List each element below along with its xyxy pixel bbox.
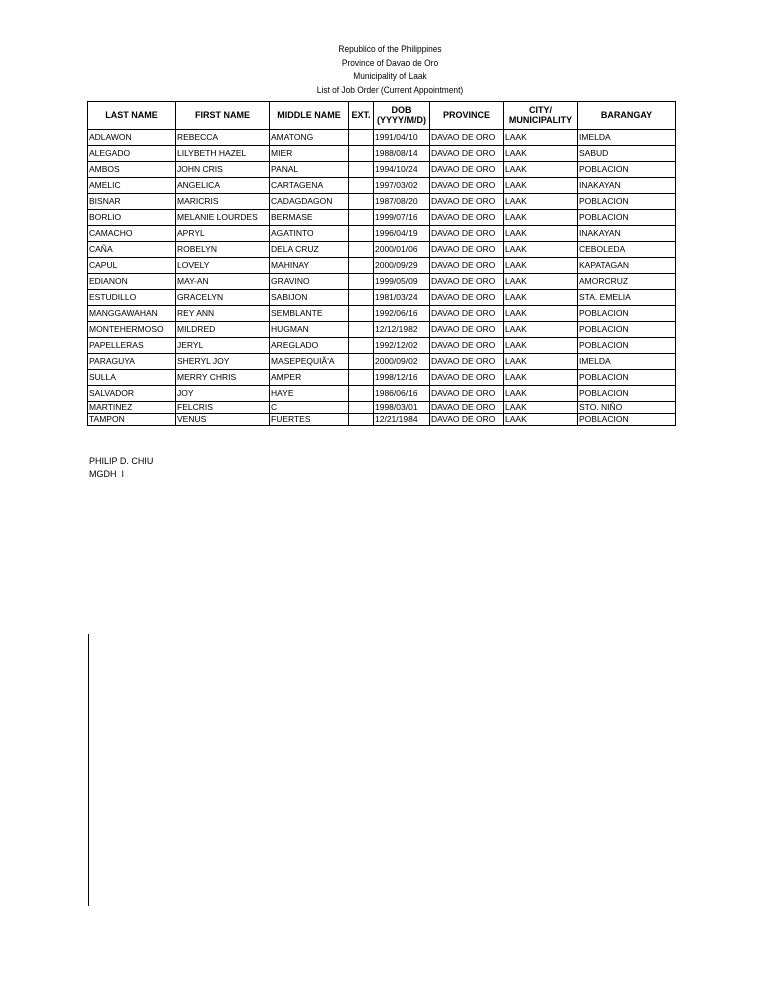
cell-first-name: JERYL [176, 338, 270, 354]
cell-first-name: REBECCA [176, 130, 270, 146]
cell-city: LAAK [504, 338, 578, 354]
cell-province: DAVAO DE ORO [430, 322, 504, 338]
cell-ext [349, 338, 374, 354]
cell-first-name: LOVELY [176, 258, 270, 274]
cell-dob: 12/21/1984 [374, 414, 430, 426]
cell-ext [349, 402, 374, 414]
cell-city: LAAK [504, 162, 578, 178]
table-row [88, 354, 676, 370]
cell-city: LAAK [504, 290, 578, 306]
cell-last-name: SALVADOR [88, 386, 176, 402]
cell-city: LAAK [504, 226, 578, 242]
cell-dob: 12/12/1982 [374, 322, 430, 338]
cell-city: LAAK [504, 414, 578, 426]
cell-city: LAAK [504, 146, 578, 162]
cell-city: LAAK [504, 306, 578, 322]
cell-dob: 1992/12/02 [374, 338, 430, 354]
cell-city: LAAK [504, 322, 578, 338]
cell-barangay: POBLACION [578, 386, 676, 402]
cell-first-name: JOHN CRIS [176, 162, 270, 178]
cell-first-name: MILDRED [176, 322, 270, 338]
cell-ext [349, 194, 374, 210]
page-margin-line [88, 634, 89, 906]
cell-last-name: ADLAWON [88, 130, 176, 146]
cell-middle-name: MAHINAY [270, 258, 349, 274]
cell-ext [349, 290, 374, 306]
cell-province: DAVAO DE ORO [430, 414, 504, 426]
cell-province: DAVAO DE ORO [430, 338, 504, 354]
cell-last-name: MANGGAWAHAN [88, 306, 176, 322]
table-row [88, 306, 676, 322]
cell-city: LAAK [504, 386, 578, 402]
table-row [88, 338, 676, 354]
cell-province: DAVAO DE ORO [430, 354, 504, 370]
cell-first-name: SHERYL JOY [176, 354, 270, 370]
cell-province: DAVAO DE ORO [430, 290, 504, 306]
cell-dob: 1998/03/01 [374, 402, 430, 414]
cell-barangay: POBLACION [578, 210, 676, 226]
cell-province: DAVAO DE ORO [430, 146, 504, 162]
cell-middle-name: AMPER [270, 370, 349, 386]
cell-city: LAAK [504, 210, 578, 226]
table-row [88, 414, 676, 426]
cell-first-name: ROBELYN [176, 242, 270, 258]
table-row [88, 290, 676, 306]
cell-middle-name: SABIJON [270, 290, 349, 306]
cell-barangay: POBLACION [578, 162, 676, 178]
header-province: Province of Davao de Oro [341, 57, 439, 69]
cell-first-name: MERRY CHRIS [176, 370, 270, 386]
col-header-middle-name: MIDDLE NAME [270, 102, 349, 130]
cell-ext [349, 274, 374, 290]
cell-province: DAVAO DE ORO [430, 402, 504, 414]
cell-city: LAAK [504, 258, 578, 274]
table-row [88, 194, 676, 210]
cell-barangay: INAKAYAN [578, 226, 676, 242]
cell-ext [349, 146, 374, 162]
cell-province: DAVAO DE ORO [430, 130, 504, 146]
cell-city: LAAK [504, 194, 578, 210]
cell-last-name: BORLIO [88, 210, 176, 226]
cell-dob: 1988/08/14 [374, 146, 430, 162]
cell-dob: 2000/09/02 [374, 354, 430, 370]
cell-last-name: CAPUL [88, 258, 176, 274]
cell-barangay: POBLACION [578, 370, 676, 386]
cell-last-name: AMELIC [88, 178, 176, 194]
cell-dob: 1992/06/16 [374, 306, 430, 322]
cell-barangay: STO. NIÑO [578, 402, 676, 414]
cell-barangay: CEBOLEDA [578, 242, 676, 258]
col-header-municipality-label: MUNICIPALITY [508, 114, 573, 125]
cell-province: DAVAO DE ORO [430, 226, 504, 242]
cell-ext [349, 258, 374, 274]
cell-last-name: EDIANON [88, 274, 176, 290]
cell-middle-name: AGATINTO [270, 226, 349, 242]
cell-barangay: POBLACION [578, 306, 676, 322]
cell-first-name: ANGELICA [176, 178, 270, 194]
cell-dob: 1986/06/16 [374, 386, 430, 402]
cell-ext [349, 178, 374, 194]
cell-last-name: CAÑA [88, 242, 176, 258]
cell-province: DAVAO DE ORO [430, 306, 504, 322]
cell-province: DAVAO DE ORO [430, 258, 504, 274]
signatory-name: PHILIP D. CHIU [89, 456, 154, 466]
cell-first-name: JOY [176, 386, 270, 402]
table-row [88, 322, 676, 338]
cell-barangay: POBLACION [578, 322, 676, 338]
col-header-barangay: BARANGAY [578, 102, 676, 130]
cell-middle-name: BERMASE [270, 210, 349, 226]
cell-middle-name: GRAVINO [270, 274, 349, 290]
cell-barangay: IMELDA [578, 354, 676, 370]
header-municipality: Municipality of Laak [353, 71, 427, 82]
cell-first-name: APRYL [176, 226, 270, 242]
cell-last-name: SULLA [88, 370, 176, 386]
cell-last-name: ALEGADO [88, 146, 176, 162]
cell-dob: 1996/04/19 [374, 226, 430, 242]
cell-barangay: POBLACION [578, 338, 676, 354]
cell-ext [349, 210, 374, 226]
cell-first-name: GRACELYN [176, 290, 270, 306]
cell-ext [349, 386, 374, 402]
cell-middle-name: MIER [270, 146, 349, 162]
cell-province: DAVAO DE ORO [430, 194, 504, 210]
cell-middle-name: AMATONG [270, 130, 349, 146]
cell-dob: 1999/05/09 [374, 274, 430, 290]
cell-last-name: ESTUDILLO [88, 290, 176, 306]
cell-ext [349, 306, 374, 322]
cell-province: DAVAO DE ORO [430, 210, 504, 226]
cell-last-name: AMBOS [88, 162, 176, 178]
cell-barangay: AMORCRUZ [578, 274, 676, 290]
cell-middle-name: DELA CRUZ [270, 242, 349, 258]
col-header-first-name: FIRST NAME [176, 102, 270, 130]
cell-first-name: MARICRIS [176, 194, 270, 210]
col-header-city [504, 102, 578, 130]
cell-city: LAAK [504, 242, 578, 258]
cell-first-name: MELANIE LOURDES [176, 210, 270, 226]
table-row [88, 242, 676, 258]
cell-city: LAAK [504, 274, 578, 290]
cell-province: DAVAO DE ORO [430, 162, 504, 178]
cell-ext [349, 370, 374, 386]
cell-province: DAVAO DE ORO [430, 370, 504, 386]
cell-ext [349, 162, 374, 178]
cell-barangay: POBLACION [578, 414, 676, 426]
cell-barangay: POBLACION [578, 194, 676, 210]
signatory-title: MGDH I [89, 468, 124, 479]
cell-barangay: SABUD [578, 146, 676, 162]
table-row [88, 178, 676, 194]
table-row [88, 226, 676, 242]
cell-dob: 1998/12/16 [374, 370, 430, 386]
header-country: Republico of the Philippines [338, 44, 442, 55]
cell-dob: 2000/01/06 [374, 242, 430, 258]
cell-last-name: MARTINEZ [88, 402, 176, 414]
table-row [88, 130, 676, 146]
col-header-dob-format: (YYYY/M/D) [376, 114, 426, 125]
cell-dob: 1991/04/10 [374, 130, 430, 146]
cell-middle-name: FUERTES [270, 414, 349, 426]
cell-middle-name: HUGMAN [270, 322, 349, 338]
cell-middle-name: CARTAGENA [270, 178, 349, 194]
cell-ext [349, 414, 374, 426]
table-row [88, 146, 676, 162]
cell-city: LAAK [504, 370, 578, 386]
cell-city: LAAK [504, 402, 578, 414]
cell-barangay: KAPATAGAN [578, 258, 676, 274]
cell-dob: 1999/07/16 [374, 210, 430, 226]
cell-middle-name: CADAGDAGON [270, 194, 349, 210]
cell-middle-name: SEMBLANTE [270, 306, 349, 322]
table-row [88, 210, 676, 226]
cell-city: LAAK [504, 178, 578, 194]
cell-province: DAVAO DE ORO [430, 178, 504, 194]
document-header [47, 43, 733, 97]
cell-province: DAVAO DE ORO [430, 242, 504, 258]
signatory-block [89, 455, 153, 480]
cell-middle-name: HAYE [270, 386, 349, 402]
col-header-dob [374, 102, 430, 130]
header-list-title: List of Job Order (Current Appointment) [316, 84, 464, 96]
cell-dob: 1994/10/24 [374, 162, 430, 178]
cell-ext [349, 354, 374, 370]
cell-dob: 1981/03/24 [374, 290, 430, 306]
cell-dob: 1987/08/20 [374, 194, 430, 210]
col-header-province: PROVINCE [430, 102, 504, 130]
table-row [88, 402, 676, 414]
cell-ext [349, 242, 374, 258]
cell-first-name: LILYBETH HAZEL [176, 146, 270, 162]
cell-dob: 1997/03/02 [374, 178, 430, 194]
cell-middle-name: MASEPEQUIÃ'A [270, 354, 349, 370]
cell-province: DAVAO DE ORO [430, 386, 504, 402]
cell-province: DAVAO DE ORO [430, 274, 504, 290]
cell-last-name: CAMACHO [88, 226, 176, 242]
col-header-city-label: CITY/ [528, 105, 552, 115]
cell-first-name: REY ANN [176, 306, 270, 322]
cell-first-name: VENUS [176, 414, 270, 426]
col-header-dob-label: DOB [391, 105, 412, 115]
table-row [88, 274, 676, 290]
cell-barangay: IMELDA [578, 130, 676, 146]
table-body [88, 130, 676, 426]
cell-middle-name: PANAL [270, 162, 349, 178]
cell-barangay: INAKAYAN [578, 178, 676, 194]
cell-dob: 2000/09/29 [374, 258, 430, 274]
cell-last-name: MONTEHERMOSO [88, 322, 176, 338]
cell-last-name: BISNAR [88, 194, 176, 210]
col-header-ext: EXT. [349, 102, 374, 130]
table-row [88, 370, 676, 386]
cell-first-name: FELCRIS [176, 402, 270, 414]
cell-middle-name: AREGLADO [270, 338, 349, 354]
table-row [88, 162, 676, 178]
cell-city: LAAK [504, 130, 578, 146]
cell-last-name: PARAGUYA [88, 354, 176, 370]
cell-last-name: TAMPON [88, 414, 176, 426]
job-order-table [87, 101, 676, 426]
table-header-row [88, 102, 676, 130]
cell-city: LAAK [504, 354, 578, 370]
cell-ext [349, 322, 374, 338]
cell-ext [349, 226, 374, 242]
cell-barangay: STA. EMELIA [578, 290, 676, 306]
table-row [88, 258, 676, 274]
col-header-last-name: LAST NAME [88, 102, 176, 130]
cell-first-name: MAY-AN [176, 274, 270, 290]
table-row [88, 386, 676, 402]
cell-last-name: PAPELLERAS [88, 338, 176, 354]
cell-ext [349, 130, 374, 146]
cell-middle-name: C [270, 402, 349, 414]
